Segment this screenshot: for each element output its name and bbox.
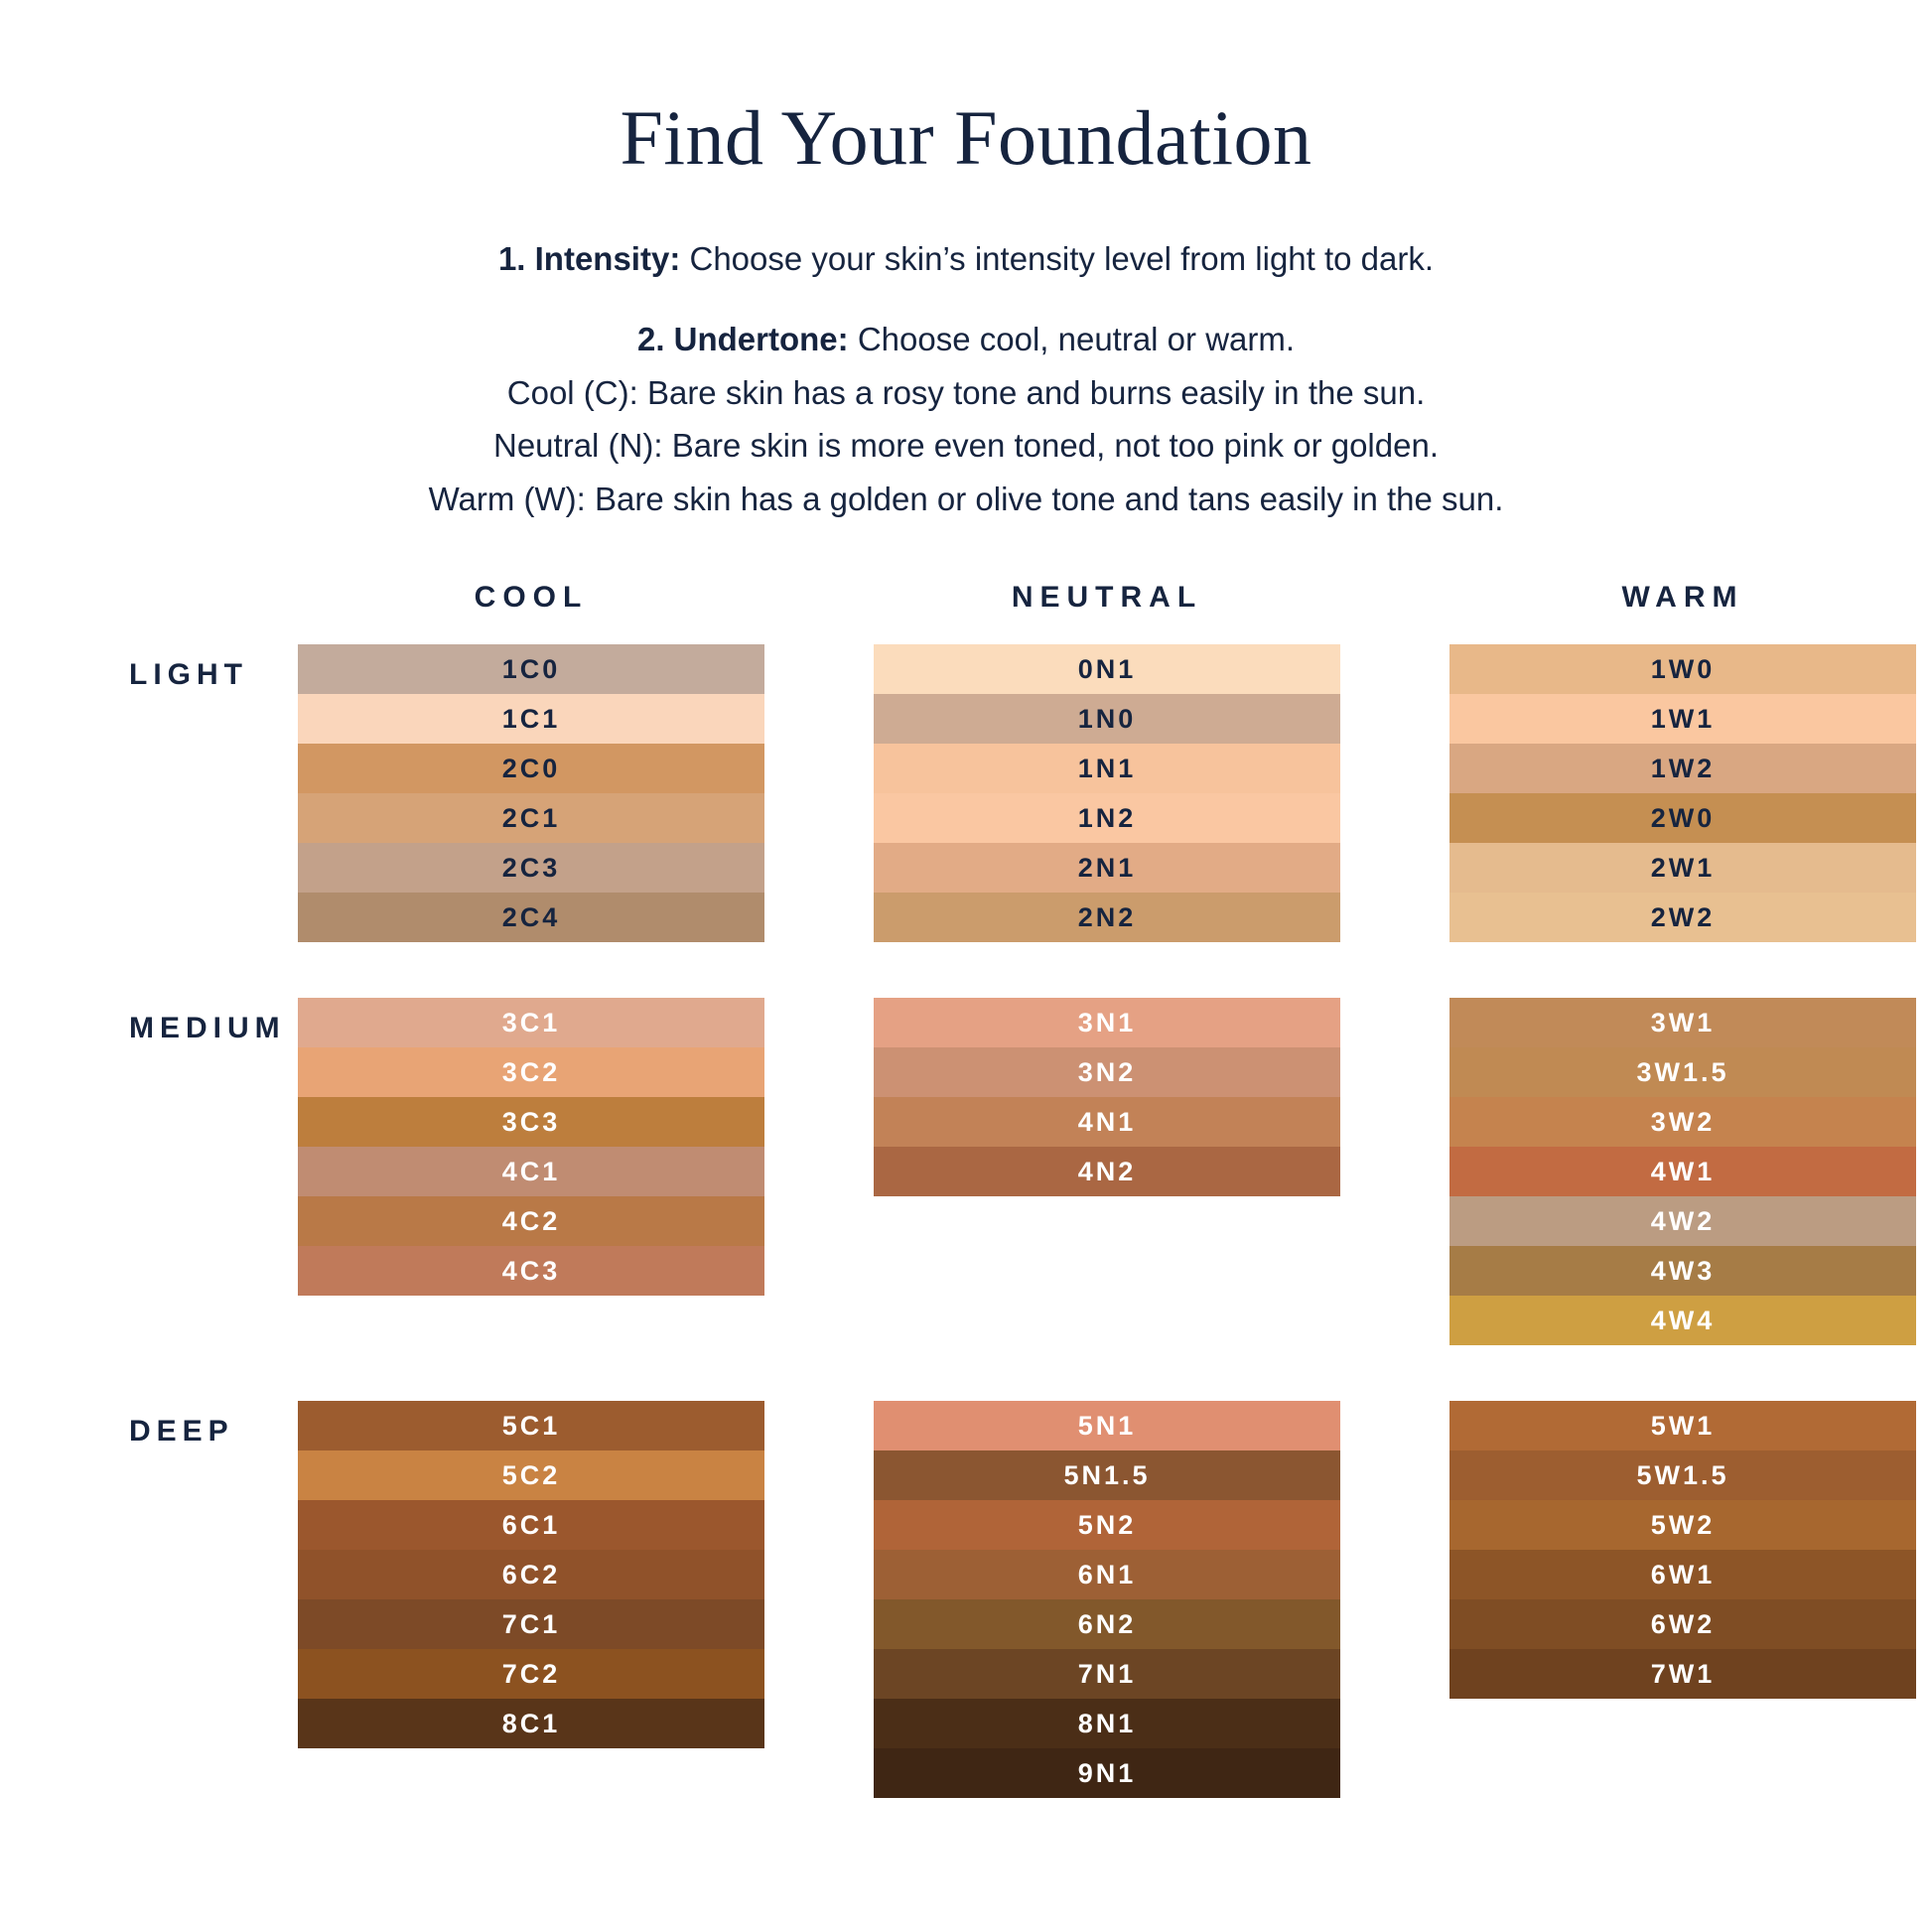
column-header-row	[0, 581, 1932, 615]
page-title: Find Your Foundation	[620, 94, 1312, 181]
shade-swatch[interactable]	[1449, 1147, 1916, 1196]
shade-code: 4W2	[1650, 1205, 1716, 1236]
shade-code: 2N2	[1077, 901, 1137, 932]
shade-swatch[interactable]	[1449, 1500, 1916, 1550]
shade-swatch[interactable]	[874, 1500, 1340, 1550]
shade-swatch[interactable]	[298, 1401, 764, 1450]
shade-swatch[interactable]	[874, 644, 1340, 694]
shade-code: 2C0	[501, 753, 561, 783]
swatch-column-deep-neutral	[874, 1401, 1340, 1798]
shade-grid	[0, 581, 1932, 1798]
shade-swatch[interactable]	[298, 1599, 764, 1649]
shade-swatch[interactable]	[874, 1599, 1340, 1649]
intensity-band-deep	[0, 1401, 1932, 1798]
shade-swatch[interactable]	[298, 1450, 764, 1500]
shade-swatch[interactable]	[874, 1196, 1340, 1246]
shade-code: 5N1	[1077, 1410, 1137, 1441]
shade-code: 9N1	[1077, 1757, 1137, 1788]
shade-swatch[interactable]	[874, 1097, 1340, 1147]
shade-code: 2W2	[1650, 901, 1716, 932]
shade-code: 5W1.5	[1636, 1459, 1729, 1490]
instruction-step-2	[0, 313, 1932, 365]
shade-swatch[interactable]	[298, 1047, 764, 1097]
shade-code: 3W1.5	[1636, 1056, 1729, 1087]
step-1-text: Choose your skin’s intensity level from light to dark.	[680, 239, 1435, 277]
shade-code: 4W1	[1650, 1156, 1716, 1186]
shade-swatch[interactable]	[298, 1246, 764, 1296]
instructions-spacer	[0, 285, 1932, 313]
swatch-column-light-warm	[1449, 644, 1916, 942]
shade-swatch[interactable]	[298, 1699, 764, 1748]
shade-swatch[interactable]	[298, 793, 764, 843]
shade-code: 1N2	[1077, 802, 1137, 833]
shade-code: 3N1	[1077, 1007, 1137, 1037]
shade-code: 4C1	[501, 1156, 561, 1186]
column-header-cool: COOL	[474, 581, 589, 615]
shade-swatch[interactable]	[874, 1047, 1340, 1097]
shade-swatch[interactable]	[1449, 893, 1916, 942]
shade-swatch[interactable]	[874, 1550, 1340, 1599]
shade-swatch[interactable]	[874, 744, 1340, 793]
shade-swatch[interactable]	[298, 1097, 764, 1147]
shade-code: 1W0	[1650, 653, 1716, 684]
shade-swatch[interactable]	[874, 893, 1340, 942]
shade-swatch[interactable]	[1449, 1599, 1916, 1649]
shade-swatch[interactable]	[1449, 1296, 1916, 1345]
intensity-band-medium	[0, 998, 1932, 1345]
shade-code: 5C2	[501, 1459, 561, 1490]
instruction-cool: Cool (C): Bare skin has a rosy tone and burns easily in the sun.	[506, 373, 1426, 411]
shade-code: 4W3	[1650, 1255, 1716, 1286]
shade-code: 4W4	[1650, 1305, 1716, 1335]
shade-swatch[interactable]	[298, 1649, 764, 1699]
shade-code: 4N3	[1077, 1205, 1137, 1236]
shade-code: 5N2	[1077, 1509, 1137, 1540]
shade-code: 1W2	[1650, 753, 1716, 783]
shade-swatch[interactable]	[298, 843, 764, 893]
instruction-neutral: Neutral (N): Bare skin is more even toned, not too pink or golden.	[493, 427, 1439, 465]
shade-swatch[interactable]	[298, 1500, 764, 1550]
shade-code: 1N0	[1077, 703, 1137, 734]
swatch-column-medium-warm	[1449, 998, 1916, 1345]
shade-code: 4N2	[1077, 1156, 1137, 1186]
shade-code: 2N1	[1077, 852, 1137, 883]
shade-code: 8N1	[1077, 1708, 1137, 1738]
shade-code: 2C1	[501, 802, 561, 833]
swatch-column-deep-cool	[298, 1401, 764, 1798]
shade-code: 3W1	[1650, 1007, 1716, 1037]
instructions-block	[0, 232, 1932, 525]
swatch-column-medium-neutral	[874, 998, 1340, 1345]
shade-swatch[interactable]	[1449, 1097, 1916, 1147]
shade-code: 6N1	[1077, 1559, 1137, 1589]
shade-swatch[interactable]	[874, 1450, 1340, 1500]
shade-code: 4N1	[1077, 1106, 1137, 1137]
shade-code: 4C3	[501, 1255, 561, 1286]
shade-code: 3W2	[1650, 1106, 1716, 1137]
instruction-warm: Warm (W): Bare skin has a golden or olive tone and tans easily in the sun.	[428, 480, 1504, 517]
shade-code: 7C2	[501, 1658, 561, 1689]
swatch-column-light-neutral	[874, 644, 1340, 942]
shade-code: 3C1	[501, 1007, 561, 1037]
shade-swatch[interactable]	[1449, 843, 1916, 893]
step-2-text: Choose cool, neutral or warm.	[848, 321, 1296, 358]
shade-swatch[interactable]	[874, 1748, 1340, 1798]
shade-code: 7N1	[1077, 1658, 1137, 1689]
shade-swatch[interactable]	[874, 793, 1340, 843]
shade-swatch[interactable]	[874, 1401, 1340, 1450]
shade-swatch[interactable]	[1449, 694, 1916, 744]
shade-swatch[interactable]	[874, 843, 1340, 893]
shade-code: 0N1	[1077, 653, 1137, 684]
shade-code: 5W2	[1650, 1509, 1716, 1540]
shade-swatch[interactable]	[1449, 998, 1916, 1047]
shade-code: 3C2	[501, 1056, 561, 1087]
intensity-band-light	[0, 644, 1932, 942]
shade-code: 7C1	[501, 1608, 561, 1639]
shade-code: 6W1	[1650, 1559, 1716, 1589]
shade-code: 4C2	[501, 1205, 561, 1236]
shade-code: 5N1.5	[1063, 1459, 1151, 1490]
instruction-step-1	[0, 232, 1932, 285]
shade-code: 1C1	[501, 703, 561, 734]
shade-code: 7W1	[1650, 1658, 1716, 1689]
shade-code: 5C1	[501, 1410, 561, 1441]
shade-swatch[interactable]	[298, 1550, 764, 1599]
shade-swatch[interactable]	[298, 694, 764, 744]
shade-code: 1N1	[1077, 753, 1137, 783]
shade-code: 3C3	[501, 1106, 561, 1137]
swatch-column-deep-warm	[1449, 1401, 1916, 1798]
shade-code: 6W2	[1650, 1608, 1716, 1639]
shade-swatch[interactable]	[298, 744, 764, 793]
shade-code: 2W0	[1650, 802, 1716, 833]
shade-swatch[interactable]	[1449, 1550, 1916, 1599]
shade-code: 2C4	[501, 901, 561, 932]
shade-swatch[interactable]	[874, 998, 1340, 1047]
shade-code: 2C3	[501, 852, 561, 883]
shade-code: 1C0	[501, 653, 561, 684]
shade-code: 2W1	[1650, 852, 1716, 883]
shade-swatch[interactable]	[298, 998, 764, 1047]
shade-swatch[interactable]	[1449, 644, 1916, 694]
shade-swatch[interactable]	[874, 1147, 1340, 1196]
row-label-deep: DEEP	[129, 1415, 234, 1449]
shade-code: 6C2	[501, 1559, 561, 1589]
shade-code: 6C1	[501, 1509, 561, 1540]
shade-swatch[interactable]	[1449, 744, 1916, 793]
shade-swatch[interactable]	[874, 1649, 1340, 1699]
shade-swatch[interactable]	[1449, 1649, 1916, 1699]
shade-code: 3N2	[1077, 1056, 1137, 1087]
shade-swatch[interactable]	[874, 694, 1340, 744]
shade-swatch[interactable]	[298, 644, 764, 694]
shade-swatch[interactable]	[1449, 793, 1916, 843]
shade-swatch[interactable]	[1449, 1401, 1916, 1450]
shade-swatch[interactable]	[298, 1147, 764, 1196]
shade-swatch[interactable]	[1449, 1246, 1916, 1296]
shade-swatch[interactable]	[298, 1196, 764, 1246]
shade-swatch[interactable]	[298, 893, 764, 942]
column-header-neutral: NEUTRAL	[1011, 581, 1203, 615]
shade-swatch[interactable]	[1449, 1047, 1916, 1097]
shade-code: 8C1	[501, 1708, 561, 1738]
row-label-medium: MEDIUM	[129, 1012, 286, 1045]
swatch-column-light-cool	[298, 644, 764, 942]
shade-code: 1W1	[1650, 703, 1716, 734]
shade-code: 6N2	[1077, 1608, 1137, 1639]
swatch-column-medium-cool	[298, 998, 764, 1345]
shade-swatch[interactable]	[874, 1699, 1340, 1748]
shade-swatch[interactable]	[1449, 1196, 1916, 1246]
shade-swatch[interactable]	[1449, 1450, 1916, 1500]
row-label-light: LIGHT	[129, 658, 248, 692]
step-1-label: 1. Intensity:	[497, 239, 681, 277]
shade-code: 5W1	[1650, 1410, 1716, 1441]
column-header-warm: WARM	[1621, 581, 1744, 615]
step-2-label: 2. Undertone:	[636, 321, 849, 358]
